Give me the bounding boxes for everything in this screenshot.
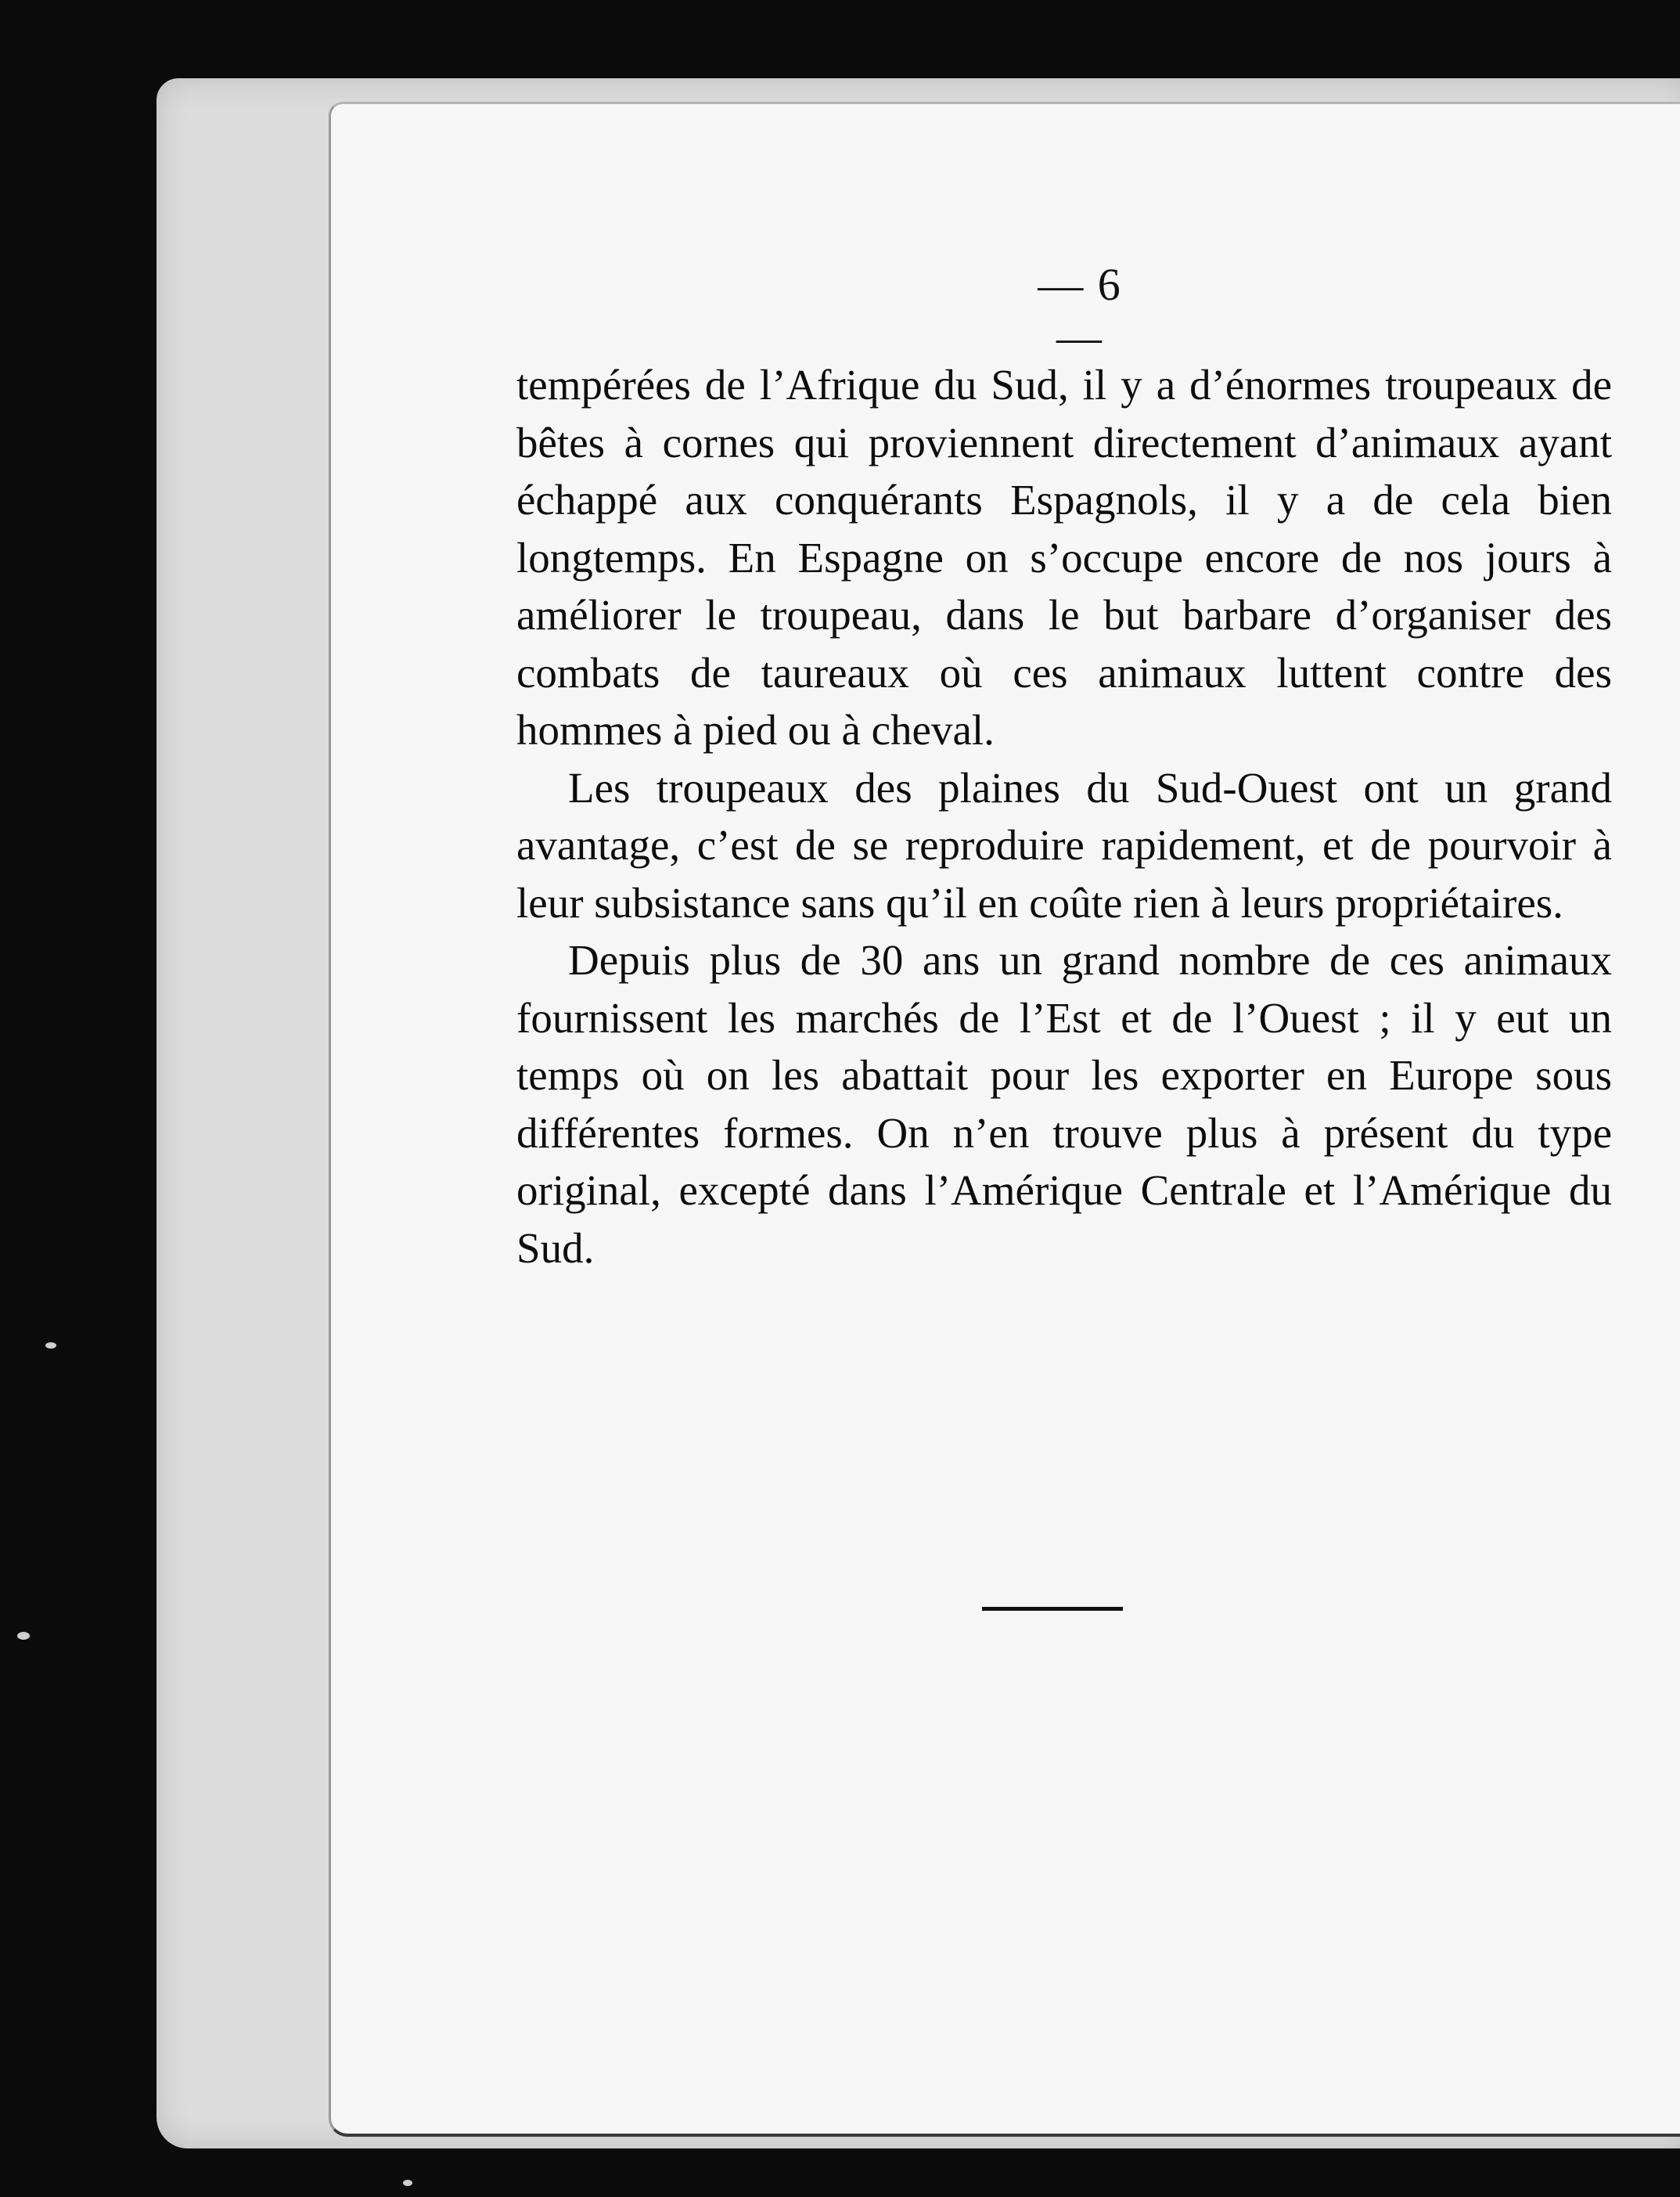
scan-speck bbox=[17, 1632, 30, 1640]
paragraph: tempérées de l’Afrique du Sud, il y a d’énormes troupeaux de bêtes à cornes qui proviennent directement d’animaux ayant échappé aux conquérants Espagnols, il y a de cela bien longtemps. En Espagne on s’occupe encore de nos jours à améliorer le troupeau, dans le but barbare d’organiser des combats de taureaux où ces animaux luttent contre des hommes à pied ou à cheval. bbox=[516, 361, 1612, 754]
body-text bbox=[516, 356, 1612, 1277]
scan-speck bbox=[45, 1342, 56, 1349]
paragraph: Les troupeaux des plaines du Sud-Ouest ont un grand avantage, c’est de se reproduire rapidement, et de pourvoir à leur subsistance sans qu’il en coûte rien à leurs propriétaires. bbox=[516, 763, 1612, 927]
section-end-rule bbox=[982, 1607, 1123, 1611]
paragraph: Depuis plus de 30 ans un grand nombre de ces animaux fournissent les marchés de l’Est et de l’Ouest ; il y eut un temps où on les abattait pour les exporter en Europe sous différentes formes. On n’en trouve plus à présent du type original, excepté dans l’Amérique Centrale et l’Amérique du Sud. bbox=[516, 936, 1612, 1272]
scan-speck bbox=[403, 2180, 412, 2186]
page-number: — 6 — bbox=[1038, 259, 1122, 362]
